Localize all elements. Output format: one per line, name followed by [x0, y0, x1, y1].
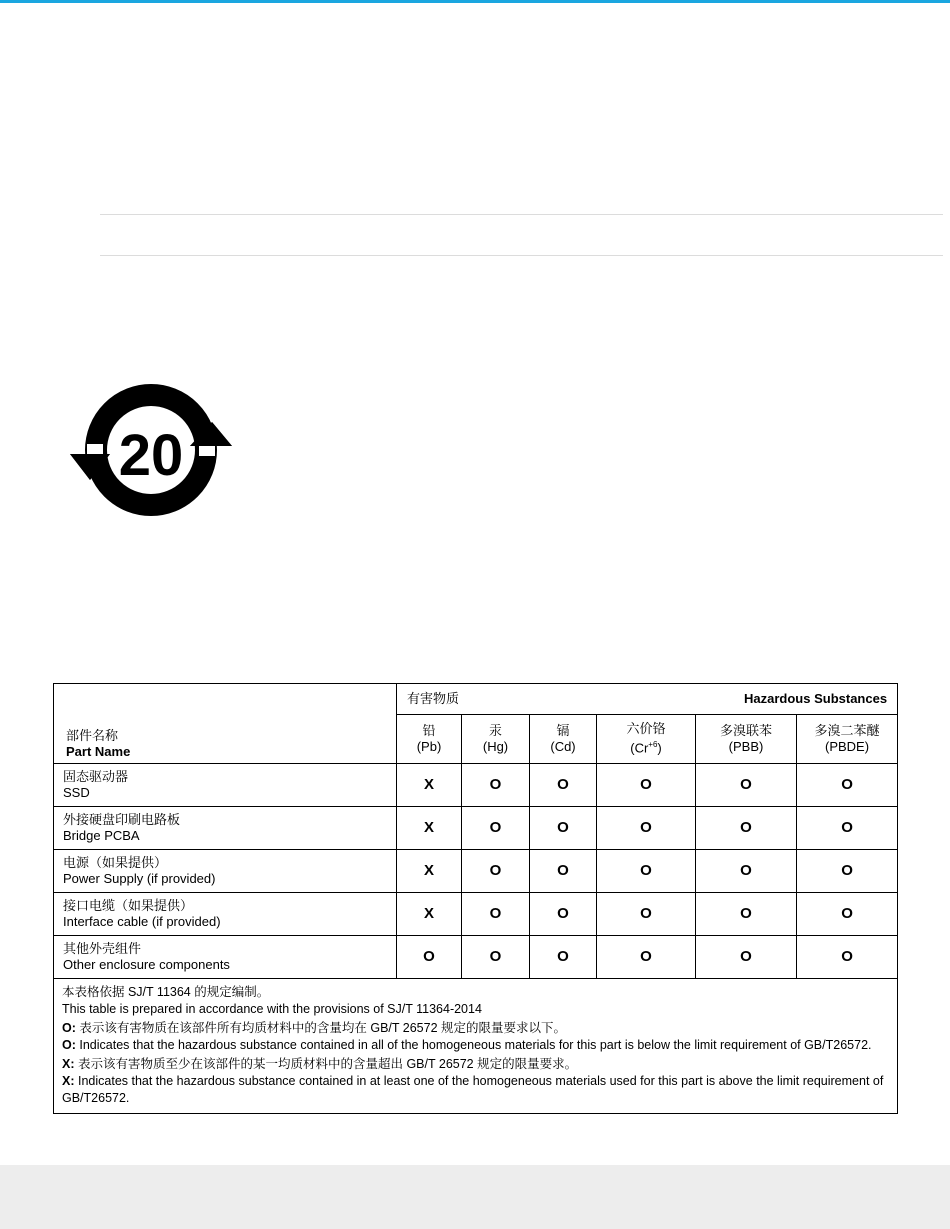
part-name-cell: 电源（如果提供） Power Supply (if provided)	[54, 850, 397, 893]
hazardous-substances-header-en: Hazardous Substances	[744, 691, 888, 706]
part-name-header	[54, 684, 397, 764]
substance-symbol: (Cd)	[550, 739, 576, 754]
substance-mark: O	[597, 893, 696, 936]
hazardous-substances-header	[397, 684, 898, 715]
table-row	[54, 807, 898, 850]
substance-name-cn: 镉	[556, 723, 570, 738]
substance-mark: O	[696, 807, 797, 850]
substance-name-cn: 多溴二苯醚	[814, 723, 880, 738]
substance-mark: O	[597, 764, 696, 807]
table-row	[54, 764, 898, 807]
part-name-cell: 外接硬盘印刷电路板 Bridge PCBA	[54, 807, 397, 850]
divider-line	[100, 214, 943, 215]
part-name-cell: 其他外壳组件 Other enclosure components	[54, 936, 397, 979]
epup-period-number: 20	[118, 423, 184, 488]
substance-header	[397, 715, 462, 764]
basis-note-en: This table is prepared in accordance with the provisions of SJ/T 11364-2014	[62, 1002, 482, 1016]
substance-name-cn: 铅	[422, 723, 436, 738]
substance-symbol: (PBDE)	[825, 739, 870, 754]
footer-bar	[0, 1165, 950, 1229]
substance-mark: O	[530, 764, 597, 807]
part-name-header-cn: 部件名称	[66, 728, 119, 743]
substance-mark: O	[462, 807, 530, 850]
substance-header	[462, 715, 530, 764]
part-name-cell: 固态驱动器 SSD	[54, 764, 397, 807]
substance-mark: O	[597, 850, 696, 893]
substance-mark: O	[462, 893, 530, 936]
substance-mark: O	[797, 850, 898, 893]
substance-mark: O	[462, 936, 530, 979]
substance-symbol: (Hg)	[482, 739, 509, 754]
substance-mark: O	[462, 850, 530, 893]
substance-mark: O	[696, 764, 797, 807]
table-row	[54, 850, 898, 893]
o-note-en: O: Indicates that the hazardous substance contained in all of the homogeneous materials for this part is below the limit requirement of GB/T26572.	[62, 1038, 872, 1052]
substance-mark: O	[797, 893, 898, 936]
substance-header	[530, 715, 597, 764]
substance-mark: X	[397, 764, 462, 807]
substance-mark: O	[797, 807, 898, 850]
substance-mark: O	[696, 893, 797, 936]
part-name-cell: 接口电缆（如果提供） Interface cable (if provided)	[54, 893, 397, 936]
substance-mark: O	[597, 807, 696, 850]
substance-mark: O	[530, 850, 597, 893]
substance-header	[696, 715, 797, 764]
hazardous-substances-header-cn: 有害物质	[407, 691, 460, 706]
top-accent-bar	[0, 0, 950, 3]
x-note-cn: X: 表示该有害物质至少在该部件的某一均质材料中的含量超出 GB/T 26572 规定的限量要求。	[62, 1057, 578, 1071]
substance-mark: O	[530, 936, 597, 979]
substance-mark: O	[597, 936, 696, 979]
basis-note-cn: 本表格依据 SJ/T 11364 的规定编制。	[62, 985, 270, 999]
epup-20-logo	[66, 380, 236, 520]
substance-symbol: (Pb)	[416, 739, 442, 754]
substance-name-cn: 六价铬	[626, 721, 666, 737]
substance-mark: O	[530, 807, 597, 850]
substance-symbol: (PBB)	[728, 739, 764, 754]
substance-mark: O	[696, 936, 797, 979]
substance-mark: O	[797, 764, 898, 807]
table-notes	[54, 979, 898, 1114]
substance-mark: X	[397, 807, 462, 850]
substance-mark: O	[797, 936, 898, 979]
substance-header	[797, 715, 898, 764]
substance-name-cn: 汞	[488, 723, 502, 738]
substance-name-cn: 多溴联苯	[719, 723, 772, 738]
substance-header	[597, 715, 696, 764]
substance-symbol: $(Cr^{+6})$	[630, 740, 662, 756]
substance-mark: O	[530, 893, 597, 936]
substance-mark: O	[696, 850, 797, 893]
x-note-en: X: Indicates that the hazardous substance contained in at least one of the homogeneous materials used for this part is above the limit requirement of GB/T26572.	[62, 1074, 884, 1105]
table-row	[54, 893, 898, 936]
substance-mark: X	[397, 850, 462, 893]
substance-mark: O	[462, 764, 530, 807]
hazardous-substances-table	[53, 683, 898, 1114]
substance-mark: X	[397, 893, 462, 936]
divider-line	[100, 255, 943, 256]
part-name-header-en: Part Name	[66, 744, 131, 759]
o-note-cn: O: 表示该有害物质在该部件所有均质材料中的含量均在 GB/T 26572 规定的限量要求以下。	[62, 1021, 566, 1035]
substance-mark: O	[397, 936, 462, 979]
table-row	[54, 936, 898, 979]
